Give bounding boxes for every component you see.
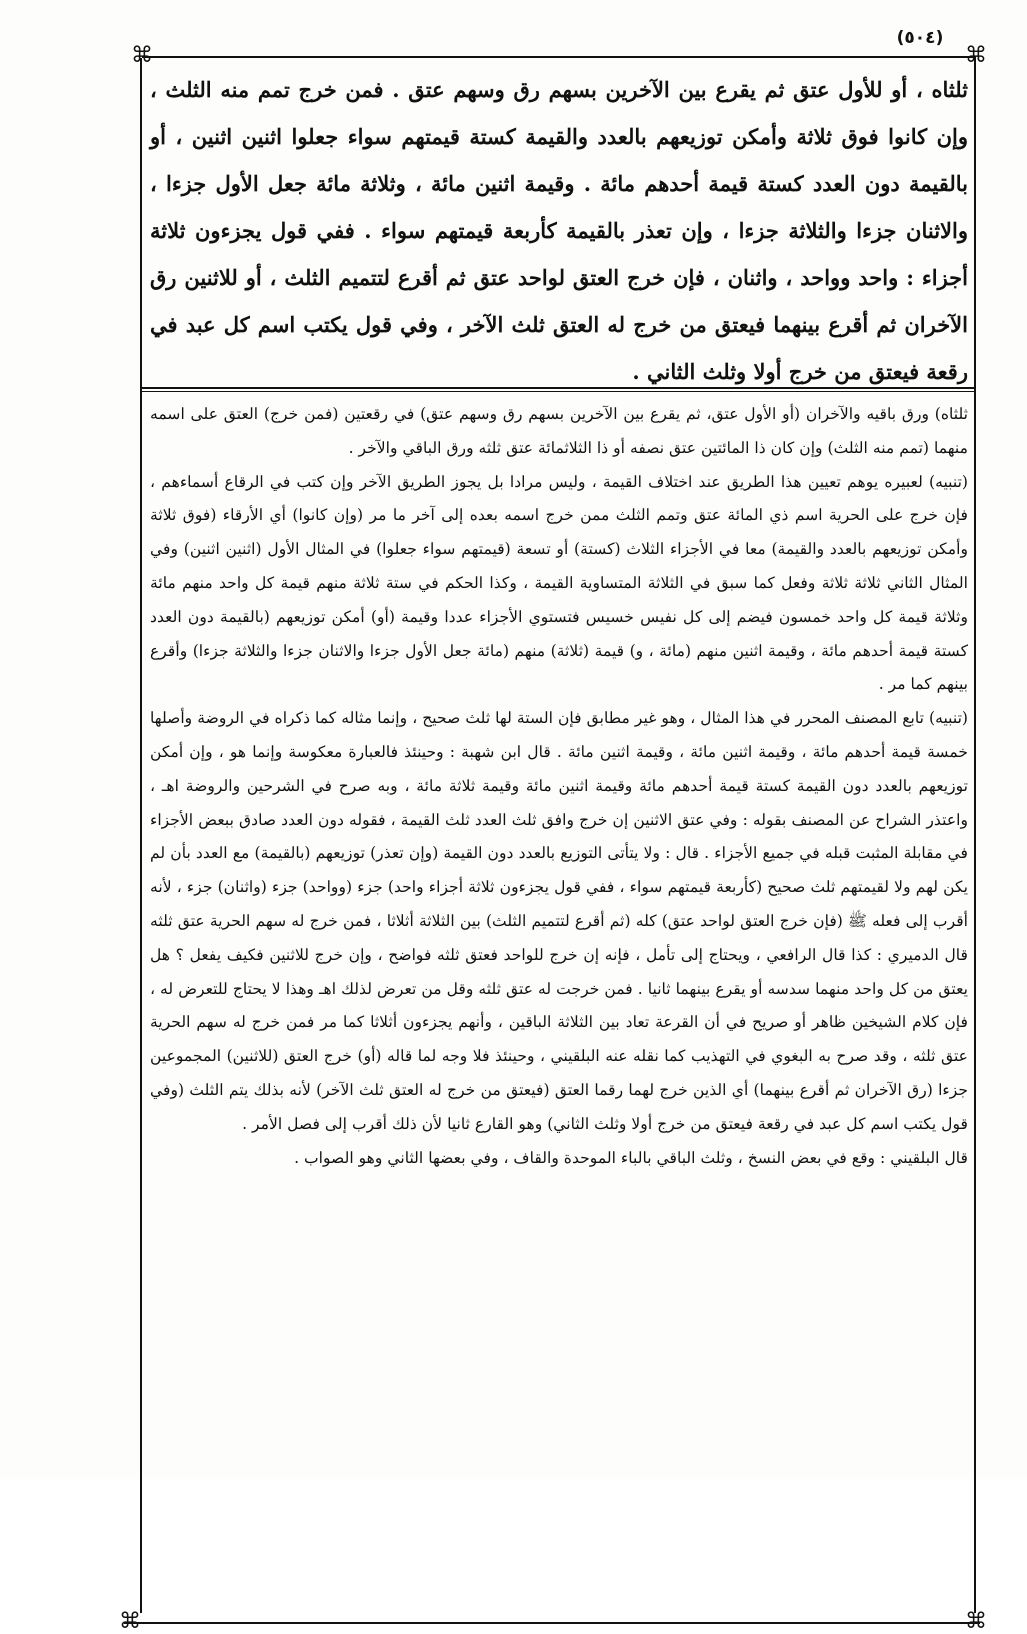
corner-ornament-icon: ⌘ [965, 1609, 987, 1634]
main-text: ثلثاه ، أو للأول عتق ثم يقرع بين الآخرين بسهم رق وسهم عتق . فمن خرج تمم منه الثلث ، وإن كانوا فوق ثلاثة وأمكن توزيعهم بالعدد والقيمة كستة قيمتهم سواء جعلوا اثنين اثنين ، أو بالقيمة دون العدد كستة قيمة أحدهم مائة . وقيمة اثنين مائة ، وثلاثة مائة جعل الأول جزءا ، والاثنان جزءا والثلاثة جزءا ، وإن تعذر بالقيمة كأربعة قيمتهم سواء . ففي قول يجزءون ثلاثة أجزاء : واحد وواحد ، واثنان ، فإن خرج العتق لواحد عتق ثم أقرع لتتميم الثلث ، أو للاثنين رق الآخران ثم أقرع بينهما فيعتق من خرج له العتق ثلث الآخر ، وفي قول يكتب اسم كل عبد في رقعة فيعتق من خرج أولا وثلث الثاني . [150, 77, 968, 384]
corner-ornament-icon: ⌘ [965, 43, 987, 68]
top-border [142, 56, 976, 58]
commentary-paragraph: (تنبيه) تابع المصنف المحرر في هذا المثال ، وهو غير مطابق فإن الستة لها ثلث صحيح ، وإنما مثاله كما ذكراه في الروضة وأصلها خمسة قيمة أحدهم مائة ، وقيمة اثنين مائة ، وقيمة اثنين مائة . قال ابن شهبة : وحينئذ فالعبارة معكوسة وإنما هو ، وإن أمكن توزيعهم بالعدد دون القيمة كستة قيمة أحدهم مائة وقيمة اثنين مائة وقيمة ثلاثة مائة ، وبه صرح في الشرحين والروضة اهـ ، واعتذر الشراح عن المصنف بقوله : وفي عتق الاثنين إن خرج وافق ثلث العدد ثلث القيمة ، فقوله دون العدد صادق ببعض الأجزاء في مقابلة المثبت قبله في جميع الأجزاء . قال : ولا يتأتى التوزيع بالعدد دون القيمة (وإن تعذر) توزيعهم (بالقيمة) مع العدد بأن لم يكن لهم ولا لقيمتهم ثلث صحيح (كأربعة قيمتهم سواء ، ففي قول يجزءون ثلاثة أجزاء واحد) جزء (وواحد) جزء (واثنان) جزء ، لأنه أقرب إلى فعله ﷺ (فإن خرج العتق لواحد عتق) كله (ثم أقرع لتتميم الثلث) بين الثلاثة أثلاثا ، فمن خرج له سهم الحرية عتق ثلثه قال الدميري : كذا قال الرافعي ، ويحتاج إلى تأمل ، فإنه إن خرج للواحد فعتق ثلثه فواضح ، وإن خرج للاثنين فكيف يفعل ؟ هل يعتق من كل واحد منهما سدسه أو يقرع بينهما ثانيا . فمن خرجت له عتق ثلثه وقل من تعرض لذلك اهـ وهذا لا يحتاج للتعرض له ، فإن كلام الشيخين ظاهر أو صريح في أن القرعة تعاد بين الثلاثة الباقين ، وأنهم يجزءون أثلاثا كما مر فمن خرج له سهم الحرية عتق ثلثه ، وقد صرح به البغوي في التهذيب كما نقله عنه البلقيني ، وحينئذ فلا وجه لما قاله (أو) خرج العتق (للاثنين) المجموعين جزءا (رق الآخران ثم أقرع بينهما) أي الذين خرج لهما رقما العتق (فيعتق من خرج له العتق ثلث الآخر) لأنه بذلك يتم الثلث (وفي قول يكتب اسم كل عبد في رقعة فيعتق من خرج أولا وثلث الثاني) وهو القارع ثانيا لأن ذلك أقرب إلى فصل الأمر . [150, 709, 968, 1133]
bottom-border [124, 1622, 980, 1624]
corner-ornament-icon: ⌘ [119, 1609, 141, 1634]
corner-ornament-icon: ⌘ [131, 43, 153, 68]
right-border [974, 58, 976, 1613]
commentary [150, 398, 968, 1616]
commentary-paragraph: قال البلقيني : وقع في بعض النسخ ، وثلث الباقي بالباء الموحدة والقاف ، وفي بعضها الثاني وهو الصواب . [294, 1148, 968, 1167]
left-border [140, 58, 142, 1613]
page-number: (٥٠٤) [896, 28, 944, 48]
commentary-paragraph: ثلثاه) ورق باقيه والآخران (أو الأول عتق، ثم يقرع بين الآخرين بسهم رق وسهم عتق) في رقعتين (فمن خرج) العتق على اسمه منهما (تمم منه الثلث) وإن كان ذا المائتين عتق نصفه أو ذا الثلاثمائة عتق ثلثه ورق الباقي والآخر . [150, 405, 968, 457]
commentary-paragraph: (تنبيه) لعبيره يوهم تعيين هذا الطريق عند اختلاف القيمة ، وليس مرادا بل يجوز الطريق الآخر وإن كتب في الرقاع أسماءهم ، فإن خرج على الحرية اسم ذي المائة عتق وتمم الثلث ممن خرج اسمه بعده إلى آخر ما مر (وإن كانوا) أي الأرقاء (فوق ثلاثة وأمكن توزيعهم بالعدد والقيمة) معا في الأجزاء الثلاث (كستة) أو تسعة (قيمتهم سواء جعلوا) في المثال الأول (اثنين اثنين) وفي المثال الثاني ثلاثة ثلاثة وفعل كما سبق في الثلاثة المتساوية القيمة ، وكذا الحكم في ستة ثلاثة منهم قيمة كل واحد منهم مائة وثلاثة قيمة كل واحد خمسون فيضم إلى كل نفيس خسيس فتستوي الأجزاء عددا وقيمة (أو) أمكن توزيعهم (بالقيمة دون العدد كستة قيمة أحدهم مائة ، وقيمة اثنين منهم (مائة ، و) قيمة (ثلاثة) منهم (مائة جعل الأول جزءا والاثنان جزءا والثلاثة جزءا) وأقرع بينهم كما مر . [150, 472, 968, 694]
